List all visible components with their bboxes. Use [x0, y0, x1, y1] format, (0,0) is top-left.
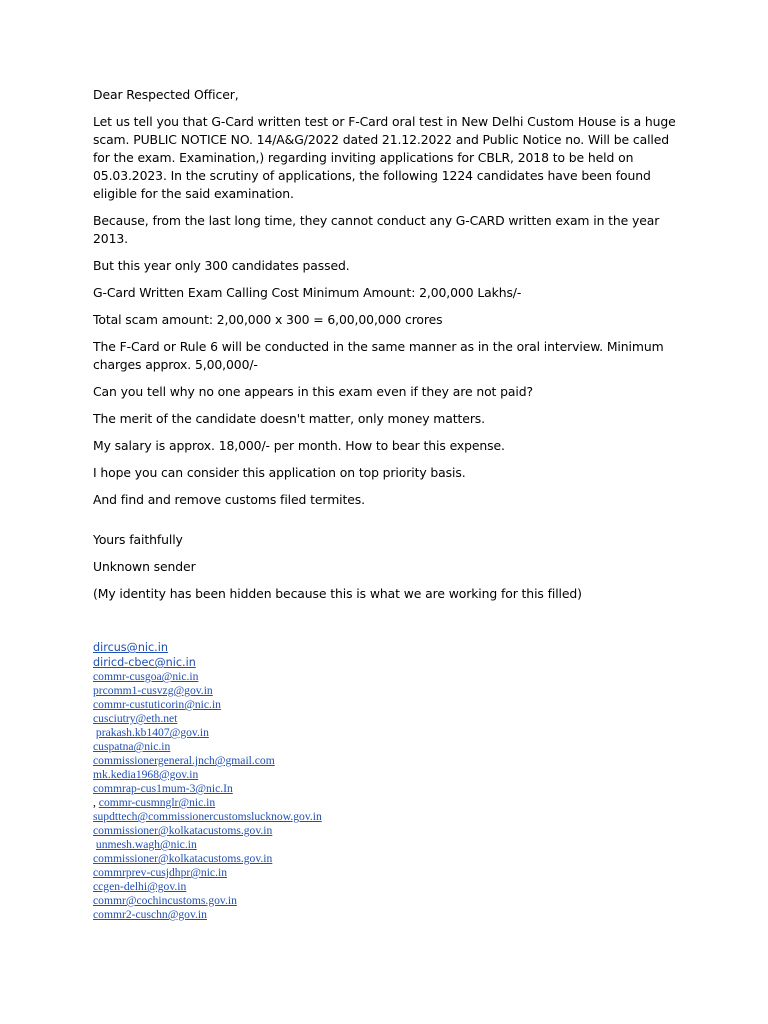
email-link[interactable]: commrprev-cusjdhpr@nic.in — [93, 866, 227, 879]
email-line — [93, 684, 322, 698]
paragraph-f-card: The F-Card or Rule 6 will be conducted in the same manner as in the oral interview. Minimum charges approx. 5,00,000/- — [93, 339, 664, 372]
salutation: Dear Respected Officer, — [93, 87, 239, 102]
email-line — [93, 824, 322, 838]
email-line — [93, 768, 322, 782]
paragraph-merit: The merit of the candidate doesn't matter, only money matters. — [93, 411, 486, 426]
email-link[interactable]: commr-custuticorin@nic.in — [93, 698, 221, 711]
email-line — [93, 640, 196, 655]
email-link[interactable]: cuspatna@nic.in — [93, 740, 171, 753]
email-line — [93, 754, 322, 768]
email-link[interactable]: prcomm1-cusvzg@gov.in — [93, 684, 213, 697]
email-link[interactable]: commissioner@kolkatacustoms.gov.in — [93, 852, 273, 865]
email-line — [93, 838, 322, 852]
email-line — [93, 698, 322, 712]
email-line — [93, 740, 322, 754]
email-link[interactable]: commr@cochincustoms.gov.in — [93, 894, 237, 907]
email-line — [93, 810, 322, 824]
email-link[interactable]: commr-cusgoa@nic.in — [93, 670, 199, 683]
paragraph-no-exam: Because, from the last long time, they cannot conduct any G-CARD written exam in the year 2013. — [93, 213, 660, 246]
email-link[interactable]: supdttech@commissionercustomslucknow.gov.in — [93, 810, 322, 823]
paragraph-scam-notice: Let us tell you that G-Card written test or F-Card oral test in New Delhi Custom House is a huge scam. PUBLIC NOTICE NO. 14/A&G/2022 dated 21.12.2022 and Public Notice no. Will be called for the exam. Examination,) regarding inviting applications for CBLR, 2018 to be held on 05.03.2023. In the scrutiny of applications, the following 1224 candidates have been found eligible for the said examination. — [93, 114, 676, 201]
email-link[interactable]: commr-cusmnglr@nic.in — [98, 796, 216, 809]
email-link[interactable]: commissionergeneral.jnch@gmail.com — [93, 754, 275, 767]
email-line — [93, 866, 322, 880]
email-line — [93, 670, 322, 684]
email-line — [93, 712, 322, 726]
paragraph-salary: My salary is approx. 18,000/- per month. How to bear this expense. — [93, 438, 505, 453]
email-line — [93, 894, 322, 908]
email-link[interactable]: commrap-cus1mum-3@nic.In — [93, 782, 233, 795]
email-line — [93, 908, 322, 922]
email-link[interactable]: diricd-cbec@nic.in — [93, 656, 196, 669]
email-link[interactable]: commissioner@kolkatacustoms.gov.in — [93, 824, 273, 837]
email-line — [93, 880, 322, 894]
email-list-primary — [93, 640, 196, 670]
email-line — [93, 852, 322, 866]
email-link[interactable]: unmesh.wagh@nic.in — [95, 838, 197, 851]
email-prefix: , — [93, 796, 99, 809]
email-link[interactable]: commr2-cuschn@gov.in — [93, 908, 207, 921]
email-line — [93, 796, 322, 810]
email-link[interactable]: ccgen-delhi@gov.in — [93, 880, 187, 893]
email-line — [93, 726, 322, 740]
paragraph-candidates-passed: But this year only 300 candidates passed. — [93, 258, 350, 273]
paragraph-termites: And find and remove customs filed termites. — [93, 492, 365, 507]
paragraph-calling-cost: G-Card Written Exam Calling Cost Minimum Amount: 2,00,000 Lakhs/- — [93, 285, 522, 300]
identity-note: (My identity has been hidden because this is what we are working for this filled) — [93, 586, 582, 601]
letter-closing — [93, 531, 688, 612]
email-list-secondary — [93, 670, 322, 922]
email-line — [93, 655, 196, 670]
email-link[interactable]: mk.kedia1968@gov.in — [93, 768, 199, 781]
email-link[interactable]: prakash.kb1407@gov.in — [95, 726, 209, 739]
closing-line: Yours faithfully — [93, 532, 183, 547]
paragraph-priority: I hope you can consider this application on top priority basis. — [93, 465, 466, 480]
email-link[interactable]: dircus@nic.in — [93, 641, 168, 654]
letter-body — [93, 86, 688, 518]
paragraph-question: Can you tell why no one appears in this exam even if they are not paid? — [93, 384, 533, 399]
email-line — [93, 782, 322, 796]
email-link[interactable]: cusciutry@eth.net — [93, 712, 178, 725]
paragraph-total-scam: Total scam amount: 2,00,000 x 300 = 6,00,00,000 crores — [93, 312, 443, 327]
signature: Unknown sender — [93, 559, 196, 574]
